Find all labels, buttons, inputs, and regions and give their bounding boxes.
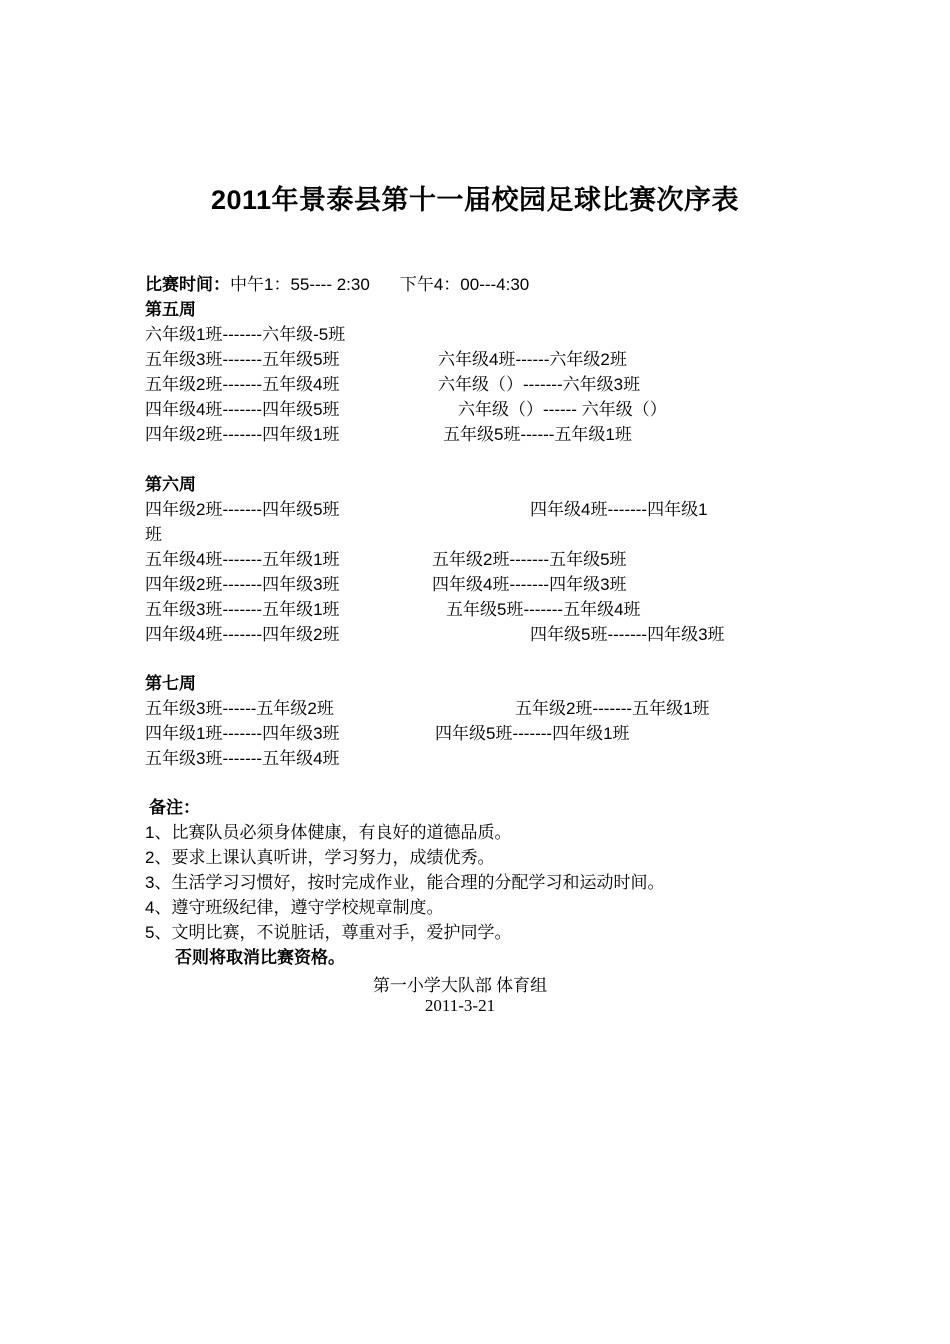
- note-item: 5、文明比赛，不说脏话，尊重对手，爱护同学。: [145, 923, 512, 942]
- week5-row: [145, 372, 950, 397]
- match-left: 四年级2班-------四年级5班: [145, 500, 340, 519]
- match-left: 四年级4班-------四年级5班: [145, 400, 340, 419]
- week6-row-wrap: 班: [145, 525, 162, 544]
- match-left: 五年级3班------五年级2班: [145, 699, 334, 718]
- match-left: 六年级1班-------六年级-5班: [145, 325, 346, 344]
- week6-row: [145, 547, 950, 572]
- match-left: 四年级1班-------四年级3班: [145, 724, 340, 743]
- week6-heading: 第六周: [145, 475, 196, 494]
- signature-org: 第一小学大队部 体育组: [372, 976, 548, 995]
- note-item: 4、遵守班级纪律，遵守学校规章制度。: [145, 898, 444, 917]
- match-right: 五年级5班-------五年级4班: [446, 600, 641, 619]
- match-left: 五年级3班-------五年级4班: [145, 749, 340, 768]
- week5-row: [145, 322, 950, 347]
- week7-section: [145, 671, 950, 771]
- match-right: 四年级5班-------四年级1班: [435, 724, 630, 743]
- match-left: 五年级4班-------五年级1班: [145, 550, 340, 569]
- match-right: 六年级4班------六年级2班: [438, 350, 627, 369]
- week5-row: [145, 422, 950, 447]
- match-right: 五年级5班------五年级1班: [443, 425, 632, 444]
- notes-heading: 备注：: [149, 798, 200, 817]
- week6-section: [145, 472, 950, 647]
- match-right: 六年级（）-------六年级3班: [438, 375, 641, 394]
- match-left: 五年级3班-------五年级5班: [145, 350, 340, 369]
- match-left: 五年级3班-------五年级1班: [145, 600, 340, 619]
- notes-section: [145, 795, 950, 970]
- week5-row: [145, 397, 950, 422]
- match-left: 四年级2班-------四年级3班: [145, 575, 340, 594]
- document-title: 2011年景泰县第十一届校园足球比赛次序表: [210, 185, 740, 215]
- signature-date: 2011-3-21: [424, 996, 496, 1015]
- match-right: 四年级4班-------四年级3班: [432, 575, 627, 594]
- week5-section: [145, 297, 950, 447]
- match-right: 六年级（）------ 六年级（）: [458, 400, 667, 419]
- week5-heading: 第五周: [145, 300, 196, 319]
- match-right: 五年级2班-------五年级1班: [515, 699, 710, 718]
- match-right: 五年级2班-------五年级5班: [432, 550, 627, 569]
- match-time: [145, 272, 950, 297]
- week7-heading: 第七周: [145, 674, 196, 693]
- week7-row: [145, 746, 950, 771]
- match-time-afternoon: 下午4：00---4:30: [399, 275, 530, 294]
- match-left: 五年级2班-------五年级4班: [145, 375, 340, 394]
- match-right: 四年级4班-------四年级1: [530, 500, 708, 519]
- note-item: 3、生活学习习惯好，按时完成作业，能合理的分配学习和运动时间。: [145, 873, 665, 892]
- match-time-noon: 中午1：55---- 2:30: [230, 275, 370, 294]
- week7-row: [145, 696, 950, 721]
- week5-row: [145, 347, 950, 372]
- match-time-label: 比赛时间：: [145, 275, 230, 294]
- match-right: 四年级5班-------四年级3班: [530, 625, 725, 644]
- match-left: 四年级4班-------四年级2班: [145, 625, 340, 644]
- match-left: 四年级2班-------四年级1班: [145, 425, 340, 444]
- week7-row: [145, 721, 950, 746]
- note-item: 1、比赛队员必须身体健康，有良好的道德品质。: [145, 823, 512, 842]
- note-item: 2、要求上课认真听讲，学习努力，成绩优秀。: [145, 848, 495, 867]
- week6-row: [145, 497, 950, 522]
- week6-row: [145, 597, 950, 622]
- week6-row: [145, 622, 950, 647]
- notes-warning: 否则将取消比赛资格。: [175, 948, 345, 967]
- week6-row: [145, 572, 950, 597]
